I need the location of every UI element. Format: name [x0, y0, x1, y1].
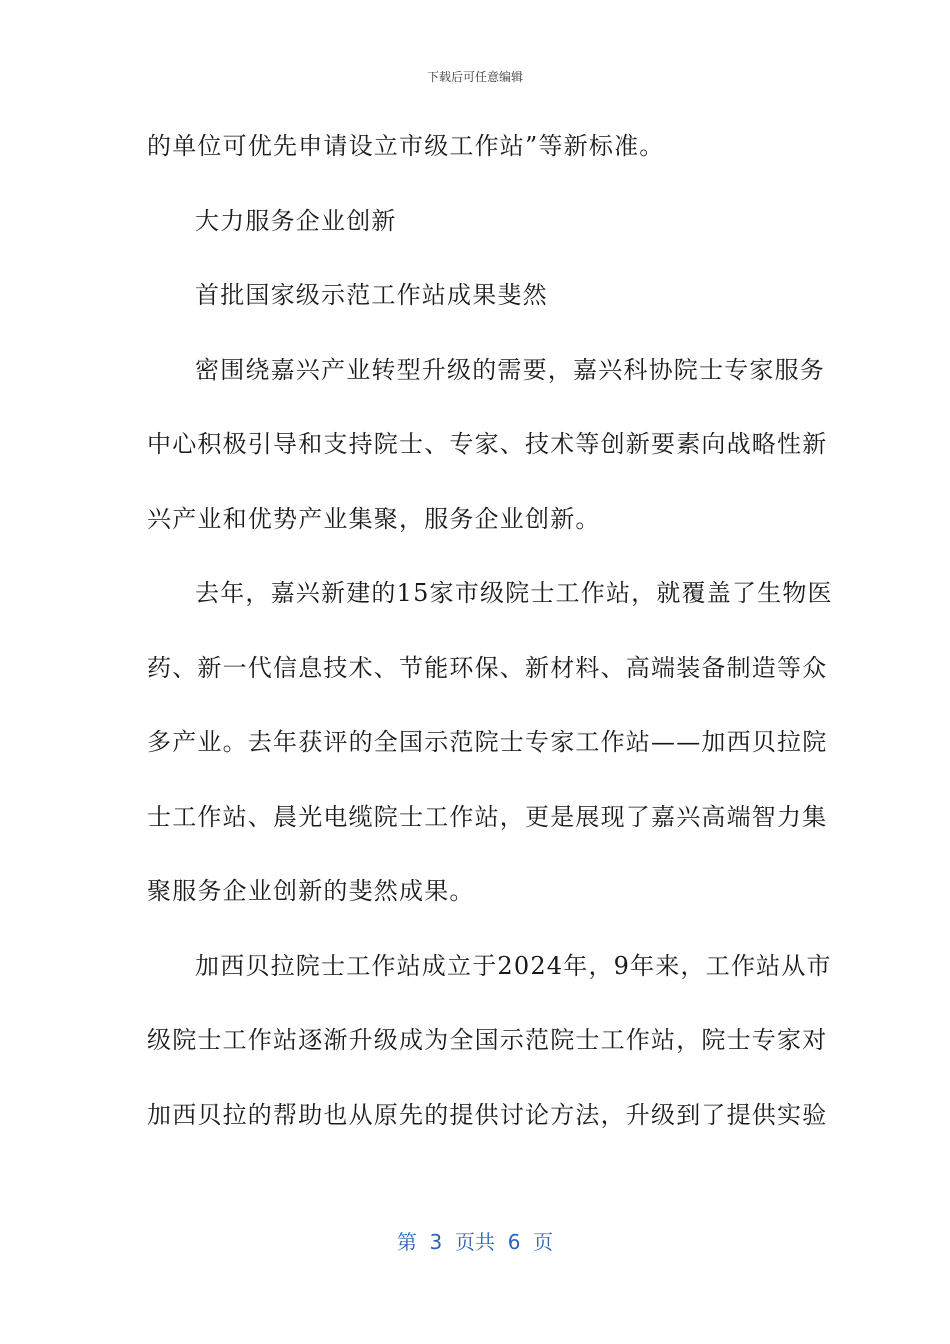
header-note: 下载后可任意编辑: [426, 70, 523, 84]
document-body: [147, 124, 833, 1167]
text-line: 去年，嘉兴新建的15家市级院士工作站，就覆盖了生物医: [195, 579, 833, 607]
text-line: 多产业。去年获评的全国示范院士专家工作站——加西贝拉院: [147, 728, 828, 756]
text-line: 兴产业和优势产业集聚，服务企业创新。: [147, 504, 601, 533]
text-line: 中心积极引导和支持院士、专家、技术等创新要素向战略性新: [147, 430, 828, 458]
text-line: 级院士工作站逐渐升级成为全国示范院士工作站，院士专家对: [147, 1026, 828, 1054]
text-line: 加西贝拉院士工作站成立于2024年，9年来，工作站从市: [195, 951, 832, 980]
text-line: 的单位可优先申请设立市级工作站”等新标准。: [147, 132, 665, 160]
text-line: 药、新一代信息技术、节能环保、新材料、高端装备制造等众: [147, 653, 828, 682]
text-line: 士工作站、晨光电缆院士工作站，更是展现了嘉兴高端智力集: [147, 802, 828, 831]
page-number: 第 3 页共 6 页: [396, 1230, 554, 1254]
text-line: 加西贝拉的帮助也从原先的提供讨论方法，升级到了提供实验: [147, 1100, 828, 1129]
section-subheading: 首批国家级示范工作站成果斐然: [195, 281, 548, 309]
text-line: 密围绕嘉兴产业转型升级的需要，嘉兴科协院士专家服务: [195, 355, 825, 384]
text-line: 聚服务企业创新的斐然成果。: [147, 877, 475, 905]
section-heading: 大力服务企业创新: [195, 206, 397, 235]
